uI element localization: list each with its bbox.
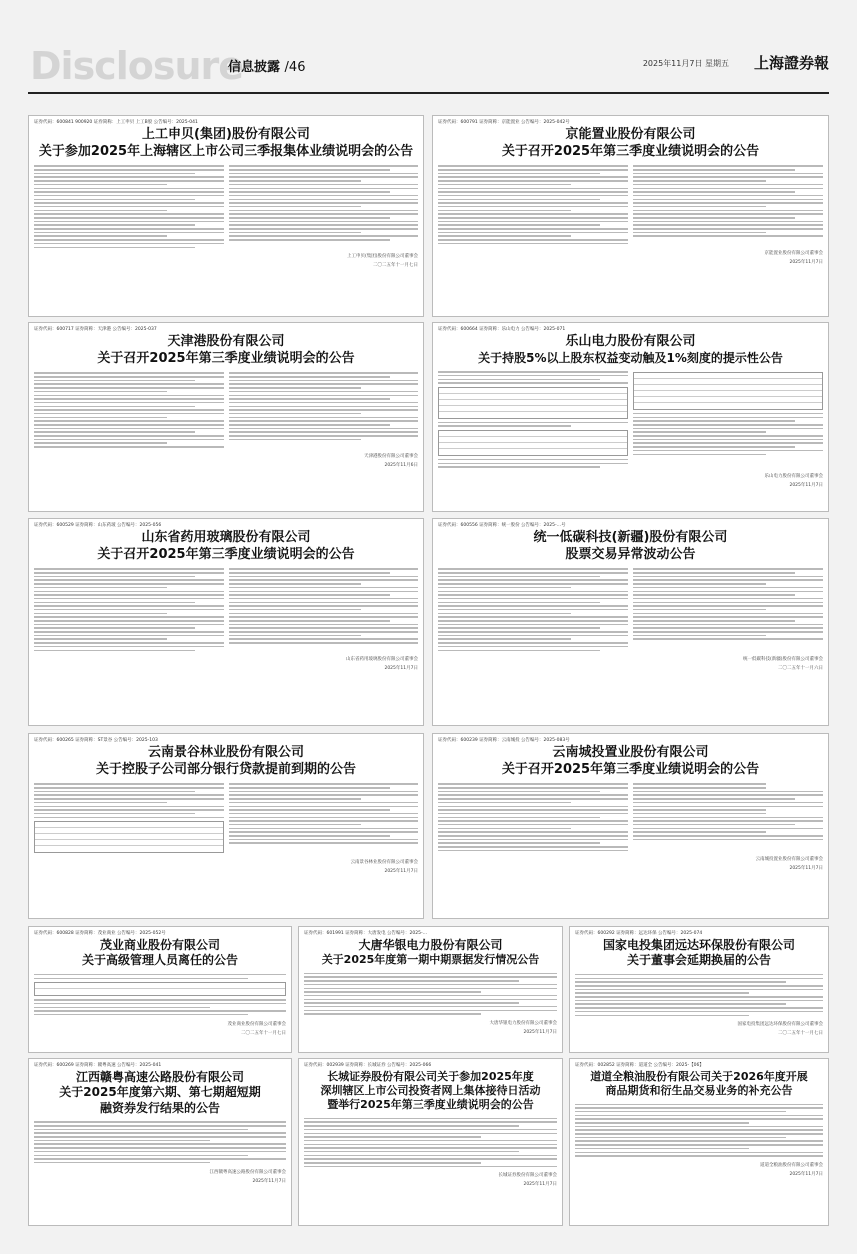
notice-signature: 京能置业股份有限公司董事会 (764, 250, 823, 256)
notice-body (438, 163, 823, 246)
notice-date: 2025年11月6日 (384, 462, 418, 468)
personnel-table (34, 982, 286, 996)
notice-body (304, 971, 557, 1017)
notice-12[interactable] (28, 1058, 292, 1226)
notice-subtitle: 关于2025年度第一期中期票据发行情况公告 (321, 953, 540, 967)
notice-code: 证券代码：600292 证券简称：远达环保 公告编号：2025-074 (575, 931, 703, 936)
notice-date: 二〇二五年十一月七日 (778, 1031, 823, 1037)
section-title (228, 56, 305, 75)
notice-code: 证券代码：600269 证券简称：赣粤高速 公告编号：2025-041 (34, 1063, 162, 1068)
notice-signature: 统一低碳科技(新疆)股份有限公司董事会 (742, 657, 823, 663)
notice-code: 证券代码：601991 证券简称：大唐发电 公告编号：2025-… (304, 931, 428, 936)
notice-signature: 云南景谷林业股份有限公司董事会 (350, 860, 418, 866)
equity-table (438, 387, 628, 419)
loan-table (34, 821, 224, 853)
notice-body (34, 781, 418, 856)
notice-10[interactable] (298, 926, 563, 1053)
notice-title: 江西赣粤高速公路股份有限公司 (75, 1070, 244, 1084)
header-rule (28, 92, 829, 94)
notice-1[interactable] (28, 115, 424, 317)
notice-subtitle: 关于召开2025年第三季度业绩说明会的公告 (97, 546, 355, 562)
notice-body (34, 972, 286, 1018)
notice-title: 茂业商业股份有限公司 (99, 938, 220, 952)
notice-title: 云南城投置业股份有限公司 (552, 745, 709, 760)
notice-date: 2025年11月7日 (252, 1178, 286, 1184)
notice-date: 2025年11月7日 (523, 1182, 557, 1188)
notice-body (34, 163, 418, 250)
notice-title: 云南景谷林业股份有限公司 (147, 745, 304, 760)
notice-3[interactable] (28, 322, 424, 512)
notice-signature: 乐山电力股份有限公司董事会 (764, 473, 823, 479)
notice-code: 证券代码：600556 证券简称：统一股份 公告编号：2025-…号 (438, 523, 566, 528)
notice-subtitle: 关于持股5%以上股东权益变动触及1%刻度的提示性公告 (478, 350, 783, 365)
notice-subtitle: 关于控股子公司部分银行贷款提前到期的公告 (95, 761, 356, 777)
issue-date: 2025年11月7日 星期五 (642, 59, 729, 68)
notice-date: 2025年11月7日 (789, 482, 823, 488)
notice-body (34, 1119, 286, 1165)
notice-title: 国家电投集团远达环保股份有限公司 (602, 938, 795, 952)
notice-signature: 大唐华银电力股份有限公司董事会 (489, 1021, 557, 1027)
notice-body (34, 566, 418, 653)
change-table (633, 372, 823, 410)
notice-body (438, 369, 823, 470)
notice-body (438, 566, 823, 653)
notice-9[interactable] (28, 926, 292, 1053)
notice-code: 证券代码：600664 证券简称：乐山电力 公告编号：2025-071 (438, 327, 566, 332)
notice-subtitle: 关于召开2025年第三季度业绩说明会的公告 (501, 143, 760, 159)
notice-subtitle-2: 暨举行2025年第三季度业绩说明会的公告 (327, 1098, 534, 1112)
notice-signature: 茂业商业股份有限公司董事会 (227, 1021, 286, 1027)
notice-subtitle: 关于召开2025年第三季度业绩说明会的公告 (97, 350, 355, 366)
notice-date: 2025年11月7日 (384, 666, 418, 672)
notice-14[interactable] (569, 1058, 829, 1226)
notice-signature: 国家电投集团远达环保股份有限公司董事会 (737, 1022, 823, 1028)
notice-code: 证券代码：600265 证券简称：ST景谷 公告编号：2025-103 (34, 738, 158, 743)
notice-subtitle: 关于高级管理人员离任的公告 (81, 953, 238, 968)
brand-logo: Disclosure (30, 44, 244, 88)
notice-date: 2025年11月7日 (789, 866, 823, 872)
notice-signature: 江西赣粤高速公路股份有限公司董事会 (209, 1169, 286, 1175)
notice-subtitle: 关于2025年度第六期、第七期超短期 (59, 1085, 261, 1100)
notice-code: 证券代码：600791 证券简称：京能置业 公告编号：2025-042号 (438, 120, 570, 125)
newspaper-name: 上海證券報 (753, 54, 829, 72)
notice-code: 证券代码：600841 900920 证券简称：上工申贝 上工B股 公告编号：2025-041 (34, 120, 198, 125)
notice-code: 证券代码：600529 证券简称：山东药玻 公告编号：2025-056 (34, 523, 162, 528)
notice-8[interactable] (432, 733, 829, 919)
notice-title: 大唐华银电力股份有限公司 (358, 938, 503, 952)
notice-subtitle-2: 融资券发行结果的公告 (99, 1100, 220, 1115)
notice-title: 山东省药用玻璃股份有限公司 (141, 530, 311, 545)
notice-date: 二〇二五年十一月七日 (241, 1030, 286, 1036)
notice-title: 上工申贝(集团)股份有限公司 (142, 127, 310, 142)
masthead (28, 44, 829, 88)
notice-signature: 长城证券股份有限公司董事会 (498, 1173, 557, 1179)
notice-title: 京能置业股份有限公司 (565, 127, 696, 142)
notice-code: 证券代码：600717 证券简称：天津港 公告编号：2025-037 (34, 327, 157, 332)
notice-signature: 道道全粮油股份有限公司董事会 (760, 1162, 823, 1168)
notice-body (438, 781, 823, 853)
notice-code: 证券代码：002939 证券简称：长城证券 公告编号：2025-066 (304, 1063, 432, 1068)
notice-5[interactable] (28, 518, 424, 726)
notice-signature: 山东省药用玻璃股份有限公司董事会 (346, 657, 418, 663)
notice-date: 2025年11月7日 (789, 259, 823, 265)
section-name: 信息披露 (228, 60, 281, 75)
notice-body (304, 1116, 557, 1170)
notice-subtitle: 关于召开2025年第三季度业绩说明会的公告 (501, 761, 760, 777)
notice-subtitle: 商品期货和衍生品交易业务的补充公告 (605, 1084, 793, 1098)
notice-date: 二〇二五年十一月七日 (373, 263, 418, 269)
notice-body (575, 972, 823, 1018)
notice-code: 证券代码：600239 证券简称：云南城投 公告编号：2025-083号 (438, 738, 570, 743)
page-number: /46 (284, 60, 306, 75)
notice-signature: 天津港股份有限公司董事会 (364, 453, 418, 459)
notice-code: 证券代码：600828 证券简称：茂业商业 公告编号：2025-052号 (34, 931, 166, 936)
notice-7[interactable] (28, 733, 424, 919)
notice-date: 2025年11月7日 (789, 1171, 823, 1177)
notice-body (575, 1101, 823, 1159)
holder-table (438, 430, 628, 456)
notice-13[interactable] (298, 1058, 563, 1226)
notice-11[interactable] (569, 926, 829, 1053)
notice-subtitle: 股票交易异常波动公告 (565, 546, 696, 562)
notice-6[interactable] (432, 518, 829, 726)
notice-date: 二〇二五年十一月六日 (778, 666, 823, 672)
notice-date: 2025年11月7日 (384, 869, 418, 875)
notice-title: 道道全粮油股份有限公司关于2026年度开展 (590, 1070, 808, 1083)
notice-4[interactable] (432, 322, 829, 512)
notice-title: 天津港股份有限公司 (167, 334, 285, 349)
notice-title: 乐山电力股份有限公司 (565, 334, 696, 349)
notice-code: 证券代码：002852 证券简称：道道全 公告编号：2025-【06】 (575, 1063, 704, 1068)
notice-body (34, 370, 418, 450)
notice-signature: 上工申贝(集团)股份有限公司董事会 (346, 254, 418, 260)
notice-title: 长城证券股份有限公司关于参加2025年度 (327, 1070, 534, 1083)
notice-date: 2025年11月7日 (523, 1030, 557, 1036)
notice-signature: 云南城投置业股份有限公司董事会 (755, 857, 823, 863)
notice-subtitle: 深圳辖区上市公司投资者网上集体接待日活动 (320, 1084, 541, 1098)
notice-subtitle: 关于参加2025年上海辖区上市公司三季报集体业绩说明会的公告 (38, 143, 414, 159)
notice-title: 统一低碳科技(新疆)股份有限公司 (533, 530, 728, 545)
notice-2[interactable] (432, 115, 829, 317)
notice-subtitle: 关于董事会延期换届的公告 (626, 953, 771, 968)
